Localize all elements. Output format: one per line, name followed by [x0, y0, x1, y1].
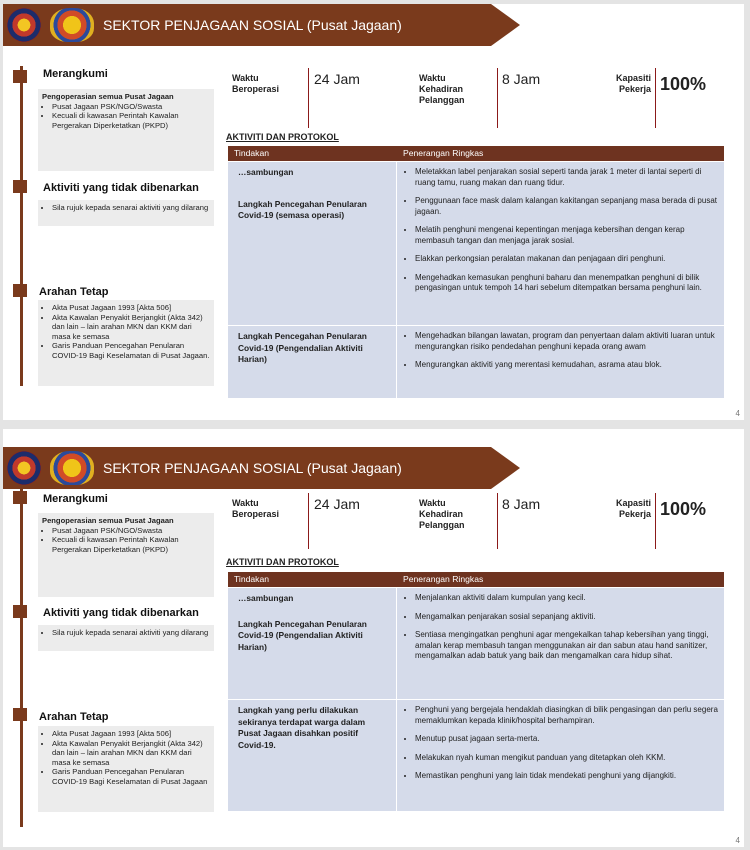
directive-item: • Akta Pusat Jagaan 1993 [Akta 506]: [52, 303, 210, 313]
timeline-marker: [13, 491, 27, 504]
row-2-item: • Mengehadkan bilangan lawatan, program dan penyertaan dalam aktiviti luaran untuk mengurangkan risiko pendedahan penghuni kepada orang awam: [415, 331, 718, 352]
prohibited-heading: Aktiviti yang tidak dibenarkan: [43, 607, 199, 619]
row-2-action: Langkah Pencegahan Penularan Covid-19 (Pengendalian Aktiviti Harian): [238, 331, 367, 364]
page-number: 4: [735, 409, 740, 418]
table-row-2-desc: [397, 700, 724, 811]
slide-title: SEKTOR PENJAGAAN SOSIAL (Pusat Jagaan): [103, 17, 402, 33]
table-row-1-action: [228, 162, 396, 325]
table-row-1-action: [228, 588, 396, 699]
table-row-2-desc: [397, 326, 724, 398]
directive-item: • Akta Kawalan Penyakit Berjangkit (Akta 342) dan lain – lain arahan MKN dan KKM dari masa ke semasa: [52, 739, 210, 768]
summary-heading: Merangkumi: [43, 68, 108, 80]
protocol-heading: AKTIVITI DAN PROTOKOL: [226, 557, 339, 567]
directive-item: • Akta Pusat Jagaan 1993 [Akta 506]: [52, 729, 210, 739]
table-row-2-action: [228, 700, 396, 811]
worker-capacity-label: Kapasiti Pekerja: [615, 73, 651, 94]
divider: [308, 68, 309, 128]
prohibited-item: • Sila rujuk kepada senarai aktiviti yang dilarang: [52, 628, 210, 638]
col-desc-header: Penerangan Ringkas: [403, 574, 484, 584]
table-row-1-desc: [397, 162, 724, 325]
operating-hours-value: 24 Jam: [314, 71, 360, 87]
summary-heading: Merangkumi: [43, 493, 108, 505]
timeline-marker: [13, 708, 27, 721]
row-1-action: Langkah Pencegahan Penularan Covid-19 (semasa operasi): [238, 198, 367, 220]
row-1-item: • Meletakkan label penjarakan sosial seperti tanda jarak 1 meter di lantai seperti di ruang tamu, ruang makan dan ruang tidur.: [415, 167, 718, 188]
directive-item: • Garis Panduan Pencegahan Penularan COVID-19 Bagi Keselamatan di Pusat Jagaan: [52, 767, 210, 786]
table-row-2-action: [228, 326, 396, 398]
row-2-item: • Penghuni yang bergejala hendaklah diasingkan di bilik pengasingan dan perlu segera memaklumkan kepada klinik/hospital berhampiran.: [415, 705, 718, 726]
protocol-heading: AKTIVITI DAN PROTOKOL: [226, 132, 339, 142]
divider: [655, 493, 656, 549]
directive-item: • Garis Panduan Pencegahan Penularan COVID-19 Bagi Keselamatan di Pusat Jagaan.: [52, 341, 210, 360]
visit-hours-value: 8 Jam: [502, 496, 541, 512]
row-2-item: • Menutup pusat jagaan serta-merta.: [415, 734, 718, 745]
row-1-item: • Elakkan perkongsian peralatan makanan dan penjagaan diri penghuni.: [415, 254, 718, 265]
visit-hours-label: Waktu Kehadiran Pelanggan: [419, 73, 465, 105]
worker-capacity-value: 100%: [660, 74, 707, 94]
slide-2: [3, 429, 744, 847]
directives-box: [38, 300, 214, 386]
timeline-marker: [13, 284, 27, 297]
table-header: [228, 146, 724, 161]
row-1-item: • Menjalankan aktiviti dalam kumpulan yang kecil.: [415, 593, 718, 604]
divider: [497, 493, 498, 549]
summary-item: • Kecuali di kawasan Perintah Kawalan Pergerakan Diperketatkan (PKPD): [52, 535, 210, 554]
summary-sub: Pengoperasian semua Pusat Jagaan: [42, 92, 174, 101]
timeline-line: [20, 66, 23, 386]
worker-capacity-value: 100%: [660, 499, 707, 519]
prohibited-item: • Sila rujuk kepada senarai aktiviti yang dilarang: [52, 203, 210, 213]
row-1-item: • Mengehadkan kemasukan penghuni baharu dan menempatkan penghuni di bilik pengasingan untuk tempoh 14 hari sebelum ditempatkan bersama penghuni lain.: [415, 273, 718, 294]
summary-item: • Kecuali di kawasan Perintah Kawalan Pergerakan Diperketatkan (PKPD): [52, 111, 210, 130]
row-1-item: • Melatih penghuni mengenai kepentingan menjaga kebersihan dengan kerap membasuh tangan dan menjaga jarak sosial.: [415, 225, 718, 246]
operating-hours-label: Waktu Beroperasi: [232, 73, 280, 94]
summary-sub: Pengoperasian semua Pusat Jagaan: [42, 516, 174, 525]
directives-box: [38, 726, 214, 812]
slide-title: SEKTOR PENJAGAAN SOSIAL (Pusat Jagaan): [103, 460, 402, 476]
table-header: [228, 572, 724, 587]
prohibited-box: [38, 625, 214, 651]
divider: [308, 493, 309, 549]
row-1-item: • Mengamalkan penjarakan sosial sepanjang aktiviti.: [415, 612, 718, 623]
timeline-marker: [13, 605, 27, 618]
prohibited-box: [38, 200, 214, 226]
col-action-header: Tindakan: [234, 148, 270, 158]
col-desc-header: Penerangan Ringkas: [403, 148, 484, 158]
operating-hours-label: Waktu Beroperasi: [232, 498, 280, 519]
directive-item: • Akta Kawalan Penyakit Berjangkit (Akta 342) dan lain – lain arahan MKN dan KKM dari masa ke semasa: [52, 313, 210, 342]
summary-item: • Pusat Jagaan PSK/NGO/Swasta: [52, 102, 210, 112]
row-2-item: • Memastikan penghuni yang lain tidak mendekati penghuni yang dijangkiti.: [415, 771, 718, 782]
directives-heading: Arahan Tetap: [39, 711, 109, 723]
summary-box: [38, 513, 214, 597]
row-1-item: • Sentiasa mengingatkan penghuni agar mengekalkan tahap kebersihan yang tinggi, amalan kerap membasuh tangan menggunakan air dan sabun atau hand sanitizer, mengamalkan adab batuk yang baik dan mengamalkan cara hidup sihat.: [415, 630, 718, 662]
prohibited-heading: Aktiviti yang tidak dibenarkan: [43, 182, 199, 194]
government-crest-icon: [7, 451, 41, 485]
row-1-item: • Penggunaan face mask dalam kalangan kakitangan sepanjang masa berada di pusat jagaan.: [415, 196, 718, 217]
visit-hours-label: Waktu Kehadiran Pelanggan: [419, 498, 465, 530]
worker-capacity-label: Kapasiti Pekerja: [615, 498, 651, 519]
row-2-item: • Melakukan nyah kuman mengikut panduan yang ditetapkan oleh KKM.: [415, 753, 718, 764]
continued-label: …sambungan: [238, 167, 294, 177]
table-row-1-desc: [397, 588, 724, 699]
timeline-line: [20, 487, 23, 827]
visit-hours-value: 8 Jam: [502, 71, 541, 87]
operating-hours-value: 24 Jam: [314, 496, 360, 512]
page-number: 4: [735, 836, 740, 845]
timeline-marker: [13, 180, 27, 193]
malaysia-coat-of-arms-icon: [50, 451, 94, 485]
row-2-action: Langkah yang perlu dilakukan sekiranya terdapat warga dalam Pusat Jagaan disahkan positif Covid-19.: [238, 705, 366, 750]
row-2-item: • Mengurangkan aktiviti yang merentasi kemudahan, asrama atau blok.: [415, 360, 718, 371]
timeline-marker: [13, 70, 27, 83]
divider: [497, 68, 498, 128]
summary-box: [38, 89, 214, 171]
malaysia-coat-of-arms-icon: [50, 8, 94, 42]
directives-heading: Arahan Tetap: [39, 286, 109, 298]
continued-label: …sambungan: [238, 593, 294, 603]
summary-item: • Pusat Jagaan PSK/NGO/Swasta: [52, 526, 210, 536]
row-1-action: Langkah Pencegahan Penularan Covid-19 (Pengendalian Aktiviti Harian): [238, 618, 367, 652]
government-crest-icon: [7, 8, 41, 42]
divider: [655, 68, 656, 128]
col-action-header: Tindakan: [234, 574, 270, 584]
slide-1: [3, 4, 744, 420]
